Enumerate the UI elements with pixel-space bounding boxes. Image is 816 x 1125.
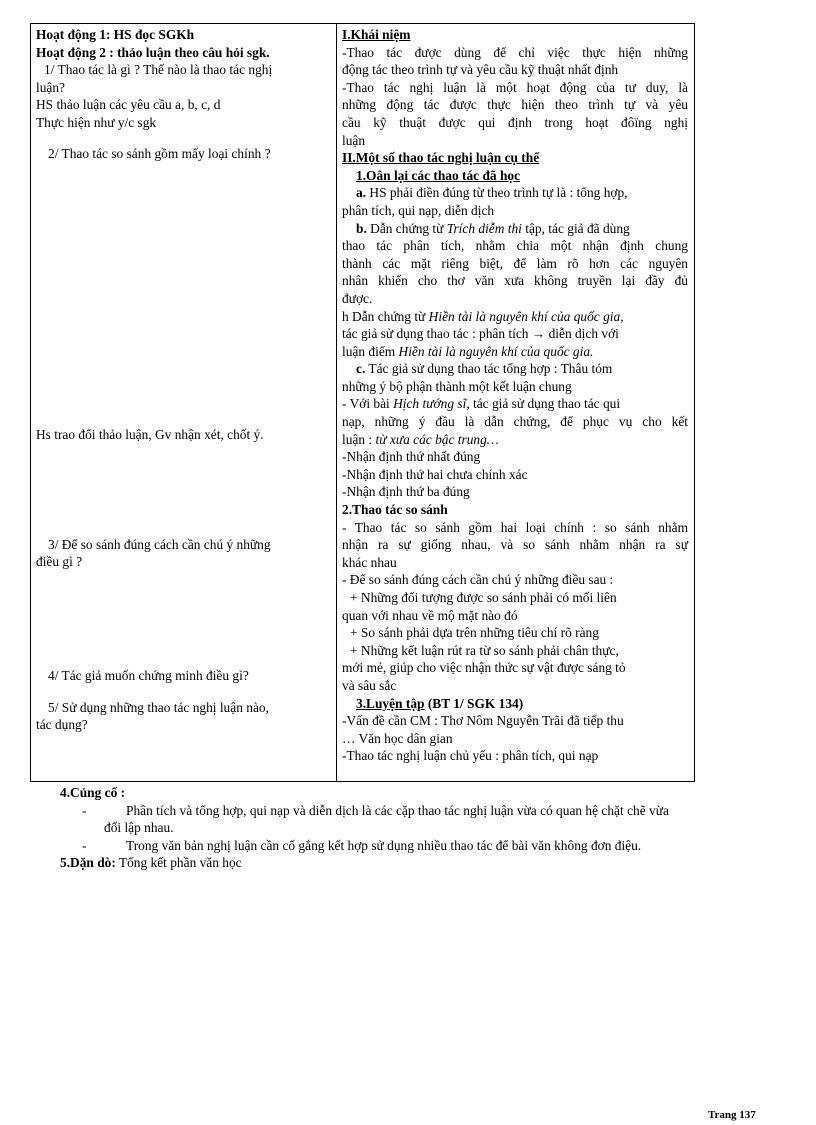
arrow-icon: → xyxy=(531,326,546,342)
evidence-text: h Dẫn chứng từ xyxy=(342,308,429,324)
item-b-cont: được. xyxy=(342,290,373,306)
subsection-1-heading: 1.Oân lại các thao tác đã học xyxy=(356,167,521,183)
discussion-summary: Hs trao đổi thảo luận, Gv nhận xét, chốt ý. xyxy=(36,427,264,443)
item-a-label: a. xyxy=(356,185,367,201)
hich-title: Hịch tướng sĩ xyxy=(393,396,467,412)
item-c xyxy=(342,360,688,378)
comparison-point: + Những kết luận rút ra từ so sánh phải chân thực, xyxy=(350,642,619,658)
comparison-line: - Để so sánh đúng cách cần chú ý những điều sau : xyxy=(342,572,614,588)
consolidation-item xyxy=(60,837,760,855)
evidence-line-2 xyxy=(342,325,688,343)
consolidation-heading: 4.Củng cố : xyxy=(60,785,126,800)
judgement-3: -Nhận định thứ ba đúng xyxy=(342,484,470,500)
item-c-text: Tác giả sử dụng thao tác tổng hợp : Thâu tóm xyxy=(365,361,613,377)
item-b-cont: nhân khiến cho thơ văn xưa không truyền lại đầy đủ xyxy=(342,273,688,289)
evidence-title: Hiền tài là nguyên khí của quốc gia. xyxy=(398,343,594,359)
concept-line: động tác theo trình tự và yêu cầu kỹ thuật nhất định xyxy=(342,62,619,78)
homework-line xyxy=(60,854,760,872)
column-divider xyxy=(336,24,337,781)
consolidation-item xyxy=(60,802,760,820)
homework-heading: 5.Dặn dò: xyxy=(60,855,116,871)
comparison-point: + Những đối tượng được so sánh phải có mối liên xyxy=(350,590,617,605)
discussion-note: HS thảo luận các yêu cầu a, b, c, d xyxy=(36,97,221,113)
practice-line: … Văn học dân gian xyxy=(342,730,453,746)
item-b xyxy=(342,220,688,238)
item-b-cont: thao tác phân tích, nhằm chia một nhận định chung xyxy=(342,238,688,254)
item-b-label: b. xyxy=(356,220,367,236)
comparison-point-cont: và sâu sắc xyxy=(342,677,397,693)
item-b-text-end: tập, tác giả đã dùng xyxy=(521,220,630,236)
practice-reference: (BT 1/ SGK 134) xyxy=(424,695,524,711)
evidence-title: Hiền tài là nguyên khí của quốc gia, xyxy=(428,308,624,324)
activity-1: Hoạt động 1: HS đọc SGKh xyxy=(36,27,195,42)
subsection-2-heading: 2.Thao tác so sánh xyxy=(342,502,448,518)
item-b-title: Trích diễm thi xyxy=(446,220,522,236)
comparison-line: - Thao tác so sánh gồm hai loại chính : so sánh nhằm xyxy=(342,519,688,535)
section-1-heading: I.Khái niệm xyxy=(342,27,411,42)
practice-line: -Thao tác nghị luận chủ yếu : phân tích, qui nạp xyxy=(342,748,599,764)
item-a xyxy=(342,184,688,202)
subsection-3-heading xyxy=(342,695,688,713)
hich-conclusion xyxy=(342,431,688,449)
judgement-2: -Nhận định thứ hai chưa chính xác xyxy=(342,466,528,482)
activity-2: Hoạt động 2 : thảo luận theo câu hỏi sgk. xyxy=(36,44,270,60)
hich-text-end: , tác giả sử dụng thao tác qui xyxy=(466,396,621,412)
evidence-line xyxy=(342,308,688,326)
evidence-line-3 xyxy=(342,343,688,361)
question-5-cont: tác dụng? xyxy=(36,717,88,733)
item-c-cont: những ý bộ phận thành một kết luận chung xyxy=(342,378,572,394)
item-a-cont: phân tích, qui nạp, diễn dịch xyxy=(342,202,495,218)
hich-text: luận : xyxy=(342,431,376,447)
page-number: Trang 137 xyxy=(708,1109,756,1121)
hich-quote: từ xưa các bậc trung… xyxy=(375,431,499,447)
evidence-text: tác giả sử dụng thao tác : phân tích xyxy=(342,326,532,342)
right-column xyxy=(342,26,688,765)
concept-line: những động tác được thực hiện theo trình tự và yêu xyxy=(342,97,688,113)
consolidation-text: Trong văn bản nghị luận cần cố gắng kết hợp sử dụng nhiều thao tác để bài văn không đơn điệu. xyxy=(126,837,642,853)
concept-line: luận xyxy=(342,132,366,148)
bullet-dash: - xyxy=(82,802,87,818)
hich-line xyxy=(342,395,688,413)
concept-line: -Thao tác nghị luận là một hoạt động của tư duy, là xyxy=(342,79,688,95)
instruction-note: Thực hiện như y/c sgk xyxy=(36,114,157,130)
item-c-label: c. xyxy=(356,361,366,377)
lesson-table xyxy=(30,23,695,782)
bullet-dash: - xyxy=(82,837,87,853)
left-column xyxy=(36,26,328,734)
after-table xyxy=(60,784,760,872)
comparison-line: khác nhau xyxy=(342,554,397,570)
practice-heading: 3.Luyện tập xyxy=(356,695,425,711)
hich-cont: nạp, những ý đầu là dẫn chứng, để phục vụ cho kết xyxy=(342,414,688,430)
homework-text: Tổng kết phần văn học xyxy=(115,855,242,871)
question-1-cont: luận? xyxy=(36,79,65,95)
question-2: 2/ Thao tác so sánh gồm mấy loại chính ? xyxy=(48,145,271,161)
comparison-line: nhận ra sự giống nhau, và so sánh nhằm nhận ra sự xyxy=(342,537,688,553)
question-5: 5/ Sử dụng những thao tác nghị luận nào, xyxy=(48,699,269,715)
evidence-text-end: diễn dịch với xyxy=(545,326,619,342)
item-a-text: HS phải điền đúng từ theo trình tự là : tổng hợp, xyxy=(366,185,628,201)
comparison-point-cont: quan với nhau về mộ mặt nào đó xyxy=(342,607,518,623)
judgement-1: -Nhận định thứ nhất đúng xyxy=(342,449,481,465)
question-1: 1/ Thao tác là gì ? Thế nào là thao tác nghị xyxy=(44,62,273,78)
concept-line: -Thao tác được dùng để chỉ việc thực hiện những xyxy=(342,44,688,60)
section-2-heading: II.Một số thao tác nghị luận cụ thể xyxy=(342,150,540,166)
consolidation-text-cont: đối lập nhau. xyxy=(104,820,174,836)
comparison-point: + So sánh phải dựa trên những tiêu chí rõ ràng xyxy=(350,625,599,641)
question-3-cont: điều gì ? xyxy=(36,554,83,570)
comparison-point-cont: mới mẻ, giúp cho việc nhận thức sự vật được sáng tỏ xyxy=(342,660,626,676)
evidence-text: luận điểm xyxy=(342,343,399,359)
question-4: 4/ Tác giả muốn chứng minh điều gì? xyxy=(48,667,249,683)
practice-line: -Vấn đề cần CM : Thơ Nôm Nguyễn Trãi đã tiếp thu xyxy=(342,713,624,729)
consolidation-text: Phân tích và tổng hợp, qui nạp và diễn dịch là các cặp thao tác nghị luận vừa có quan hệ chặt chẽ vừa xyxy=(126,802,669,818)
question-3: 3/ Để so sánh đúng cách cần chú ý những xyxy=(48,536,271,552)
concept-line: cầu kỹ thuật được qui định trong hoạt đôïng nghị xyxy=(342,114,688,130)
item-b-cont: thành các mặt riêng biệt, để làm rõ hơn các nguyên xyxy=(342,255,688,271)
item-b-text: Dẫn chứng từ xyxy=(366,220,447,236)
hich-text: - Với bài xyxy=(342,396,394,412)
